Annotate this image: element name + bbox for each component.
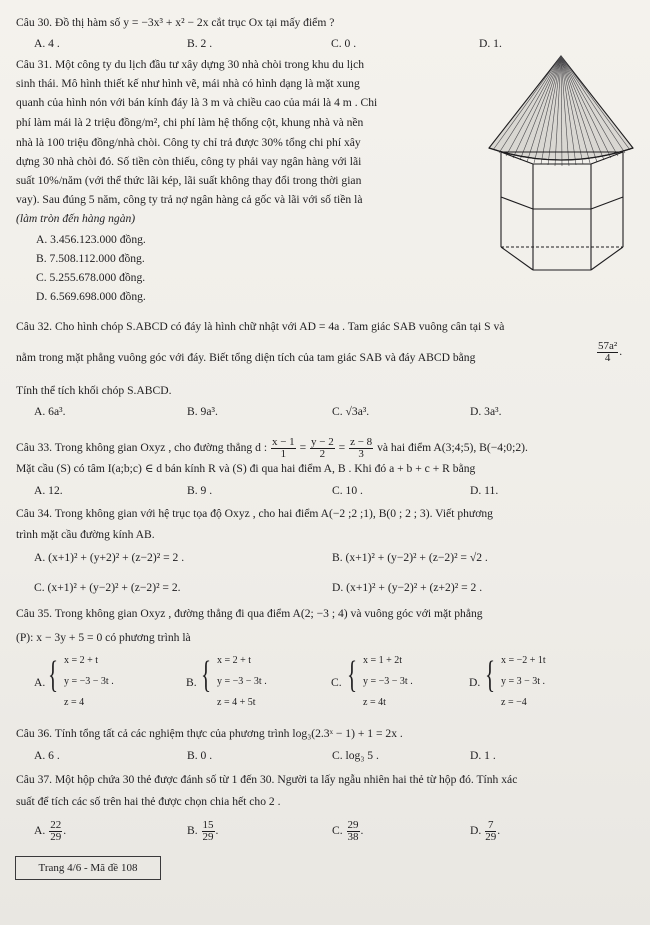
q32-option-c: C. √3a³. xyxy=(332,405,370,418)
q34-line-2: trình mặt cầu đường kính AB. xyxy=(16,528,155,541)
q31-line-1: Câu 31. Một công ty du lịch đầu tư xây dựng 30 nhà chòi trong khu du lịch xyxy=(16,58,365,71)
q33-option-d: D. 11. xyxy=(470,484,499,497)
q36-option-a: A. 6 . xyxy=(34,749,60,762)
q31-line-7: suất 10%/năm (với thể thức lãi kép, lãi suất không thay đổi trong thời gian xyxy=(16,174,362,187)
q31-line-2: sinh thái. Mô hình thiết kế như hình vẽ, mái nhà có hình dạng là mặt xung xyxy=(16,77,360,90)
q33-option-b: B. 9 . xyxy=(187,484,213,497)
q37-line-1: Câu 37. Một hộp chứa 30 thẻ được đánh số từ 1 đến 30. Người ta lấy ngẫu nhiên hai thẻ từ hộp đó. Tính xác xyxy=(16,773,518,786)
q35-line-1: Câu 35. Trong không gian Oxyz , đường thẳng đi qua điểm A(2; −3 ; 4) và vuông góc với mặt phẳng xyxy=(16,607,483,620)
q37-option-a-den: 29 xyxy=(50,831,62,843)
q33-frac-1-num: x − 1 xyxy=(271,436,295,448)
q32-line-2: nằm trong mặt phẳng vuông góc với đáy. Biết tổng diện tích của tam giác SAB và đáy ABCD bằng xyxy=(16,351,476,364)
q35-option-d-brace: { xyxy=(485,654,496,696)
q33-option-a: A. 12. xyxy=(34,484,63,497)
q35-option-d-row-3: z = −4 xyxy=(501,697,527,708)
q35-option-b-row-2: y = −3 − 3t . xyxy=(217,676,267,687)
q37-option-b-den: 29 xyxy=(202,831,214,843)
hut-figure xyxy=(481,52,641,277)
q34-line-1: Câu 34. Trong không gian với hệ trục tọa độ Oxyz , cho hai điểm A(−2 ;2 ;1), B(0 ; 2 ; 3). Viết phương xyxy=(16,507,493,520)
q33-pre-text: Câu 33. Trong không gian Oxyz , cho đường thẳng d : xyxy=(16,441,268,455)
q33-frac-2-num: y − 2 xyxy=(311,436,334,448)
q32-line-1: Câu 32. Cho hình chóp S.ABCD có đáy là hình chữ nhật với AD = 4a . Tam giác SAB vuông cân tại S và xyxy=(16,320,505,333)
q31-line-5: nhà là 100 triệu đồng/nhà chòi. Công ty chỉ trả được 30% tổng chi phí xây xyxy=(16,136,361,149)
q33-frac-1-den: 1 xyxy=(280,448,287,460)
q35-line-2: (P): x − 3y + 5 = 0 có phương trình là xyxy=(16,631,191,644)
q35-option-a-row-1: x = 2 + t xyxy=(64,655,99,666)
q35-option-a-brace: { xyxy=(48,654,59,696)
q31-option-d: D. 6.569.698.000 đồng. xyxy=(36,290,146,303)
q35-option-c-label: C. xyxy=(331,676,342,689)
q31-option-b: B. 7.508.112.000 đồng. xyxy=(36,252,145,265)
q37-option-c-num: 29 xyxy=(347,819,359,831)
q33-frac-2-den: 2 xyxy=(319,448,326,460)
q34-option-d: D. (x+1)² + (y−2)² + (z+2)² = 2 . xyxy=(332,581,483,594)
q36-option-b: B. 0 . xyxy=(187,749,213,762)
q33-post-text: và hai điểm A(3;4;5), B(−4;0;2). xyxy=(377,441,528,455)
q34-option-a: A. (x+1)² + (y+2)² + (z−2)² = 2 . xyxy=(34,551,185,564)
q37-option-c-den: 38 xyxy=(347,831,359,843)
q30-option-b: B. 2 . xyxy=(187,37,213,50)
q33-line-1: Câu 33. Trong không gian Oxyz , cho đường thẳng d : $\frac{x - 1}{1}$ = $\frac{y - 2}{2}$ = $\frac{z - 8}{3}$ và hai điểm A(3;4;5), B(−4;0;2). xyxy=(16,436,528,460)
q36-stem: Câu 36. Tính tổng tất cả các nghiệm thực của phương trình log₃(2.3ˣ − 1) + 1 = 2x . xyxy=(16,727,403,740)
q32-line-3: Tính thể tích khối chóp S.ABCD. xyxy=(16,384,172,397)
q31-line-3: quanh của hình nón với bán kính đáy là 3 m và chiều cao của mái là 4 m . Chi xyxy=(16,96,378,109)
q37-option-d-den: 29 xyxy=(485,831,497,843)
q31-line-6: dựng 30 nhà chòi đó. Số tiền còn thiếu, công ty phải vay ngân hàng với lãi xyxy=(16,155,362,168)
q32-option-b: B. 9a³. xyxy=(187,405,218,418)
q35-option-c-row-1: x = 1 + 2t xyxy=(363,655,403,666)
q37-line-2: suất để tích các số trên hai thẻ được chọn chia hết cho 2 . xyxy=(16,795,281,808)
q33-frac-3-den: 3 xyxy=(358,448,364,460)
q30-stem: Câu 30. Đồ thị hàm số y = −3x³ + x² − 2x cắt trục Ox tại mấy điểm ? xyxy=(16,16,335,29)
q35-option-c-brace: { xyxy=(347,654,358,696)
q32-area-fraction: $\frac{\text{57a²}}{4}$ . xyxy=(598,340,623,364)
q36-option-c: C. log₃ 5 . xyxy=(332,749,379,762)
q33-line-2: Mặt cầu (S) có tâm I(a;b;c) ∈ d bán kính R và (S) đi qua hai điểm A, B . Khi đó a + b + c + R bằng xyxy=(16,462,476,475)
q35-option-c-row-2: y = −3 − 3t . xyxy=(363,676,413,687)
q31-line-4: phí làm mái là 2 triệu đồng/m², chi phí làm hệ thống cột, khung nhà và nền xyxy=(16,116,364,129)
q35-option-b-row-3: z = 4 + 5t xyxy=(217,697,256,708)
q37-option-a-label: A. xyxy=(34,824,46,838)
q32-option-a: A. 6a³. xyxy=(34,405,66,418)
q35-option-d-label: D. xyxy=(469,676,481,689)
q37-option-a: A. $\frac{22}{29}$ . xyxy=(34,819,67,843)
q31-line-8: vay). Sau đúng 5 năm, công ty trả nợ ngân hàng cả gốc và lãi với số tiền là xyxy=(16,193,363,206)
q32-fraction-denominator: 4 xyxy=(604,352,611,364)
q35-option-a-row-2: y = −3 − 3t . xyxy=(64,676,114,687)
q35-option-a-row-3: z = 4 xyxy=(64,697,85,708)
q35-option-b-label: B. xyxy=(186,676,197,689)
q36-option-d: D. 1 . xyxy=(470,749,496,762)
q32-option-d: D. 3a³. xyxy=(470,405,502,418)
q37-option-b-label: B. xyxy=(187,824,198,838)
q35-option-d-row-1: x = −2 + 1t xyxy=(501,655,546,666)
q37-option-c: C. $\frac{29}{38}$ . xyxy=(332,819,364,843)
q33-option-c: C. 10 . xyxy=(332,484,363,497)
q31-option-a: A. 3.456.123.000 đồng. xyxy=(36,233,146,246)
q35-option-d-row-2: y = 3 − 3t . xyxy=(501,676,546,687)
q37-option-b-num: 15 xyxy=(202,819,214,831)
q34-option-c: C. (x+1)² + (y−2)² + (z−2)² = 2. xyxy=(34,581,181,594)
q37-option-d-num: 7 xyxy=(485,820,496,832)
q30-option-c: C. 0 . xyxy=(331,37,357,50)
q31-option-c: C. 5.255.678.000 đồng. xyxy=(36,271,146,284)
q37-option-a-num: 22 xyxy=(50,819,62,831)
q33-frac-3-num: z − 8 xyxy=(350,436,373,448)
q35-option-b-row-1: x = 2 + t xyxy=(217,655,252,666)
q35-option-b-brace: { xyxy=(201,654,212,696)
q34-option-b: B. (x+1)² + (y−2)² + (z−2)² = √2 . xyxy=(332,551,488,564)
q30-option-d: D. 1. xyxy=(479,37,502,50)
q30-option-a: A. 4 . xyxy=(34,37,60,50)
q31-line-9: (làm tròn đến hàng ngàn) xyxy=(16,212,136,225)
q37-option-b: B. $\frac{15}{29}$ . xyxy=(187,819,219,843)
q35-option-a-label: A. xyxy=(34,676,46,689)
q37-option-c-label: C. xyxy=(332,824,343,838)
page-footer: Trang 4/6 - Mã đề 108 xyxy=(15,856,161,880)
q37-option-d-label: D. xyxy=(470,824,482,838)
q32-fraction-numerator: 57a² xyxy=(598,340,618,352)
q35-option-c-row-3: z = 4t xyxy=(363,697,386,708)
q37-option-d: D. $\frac{7}{29}$ . xyxy=(470,819,501,843)
